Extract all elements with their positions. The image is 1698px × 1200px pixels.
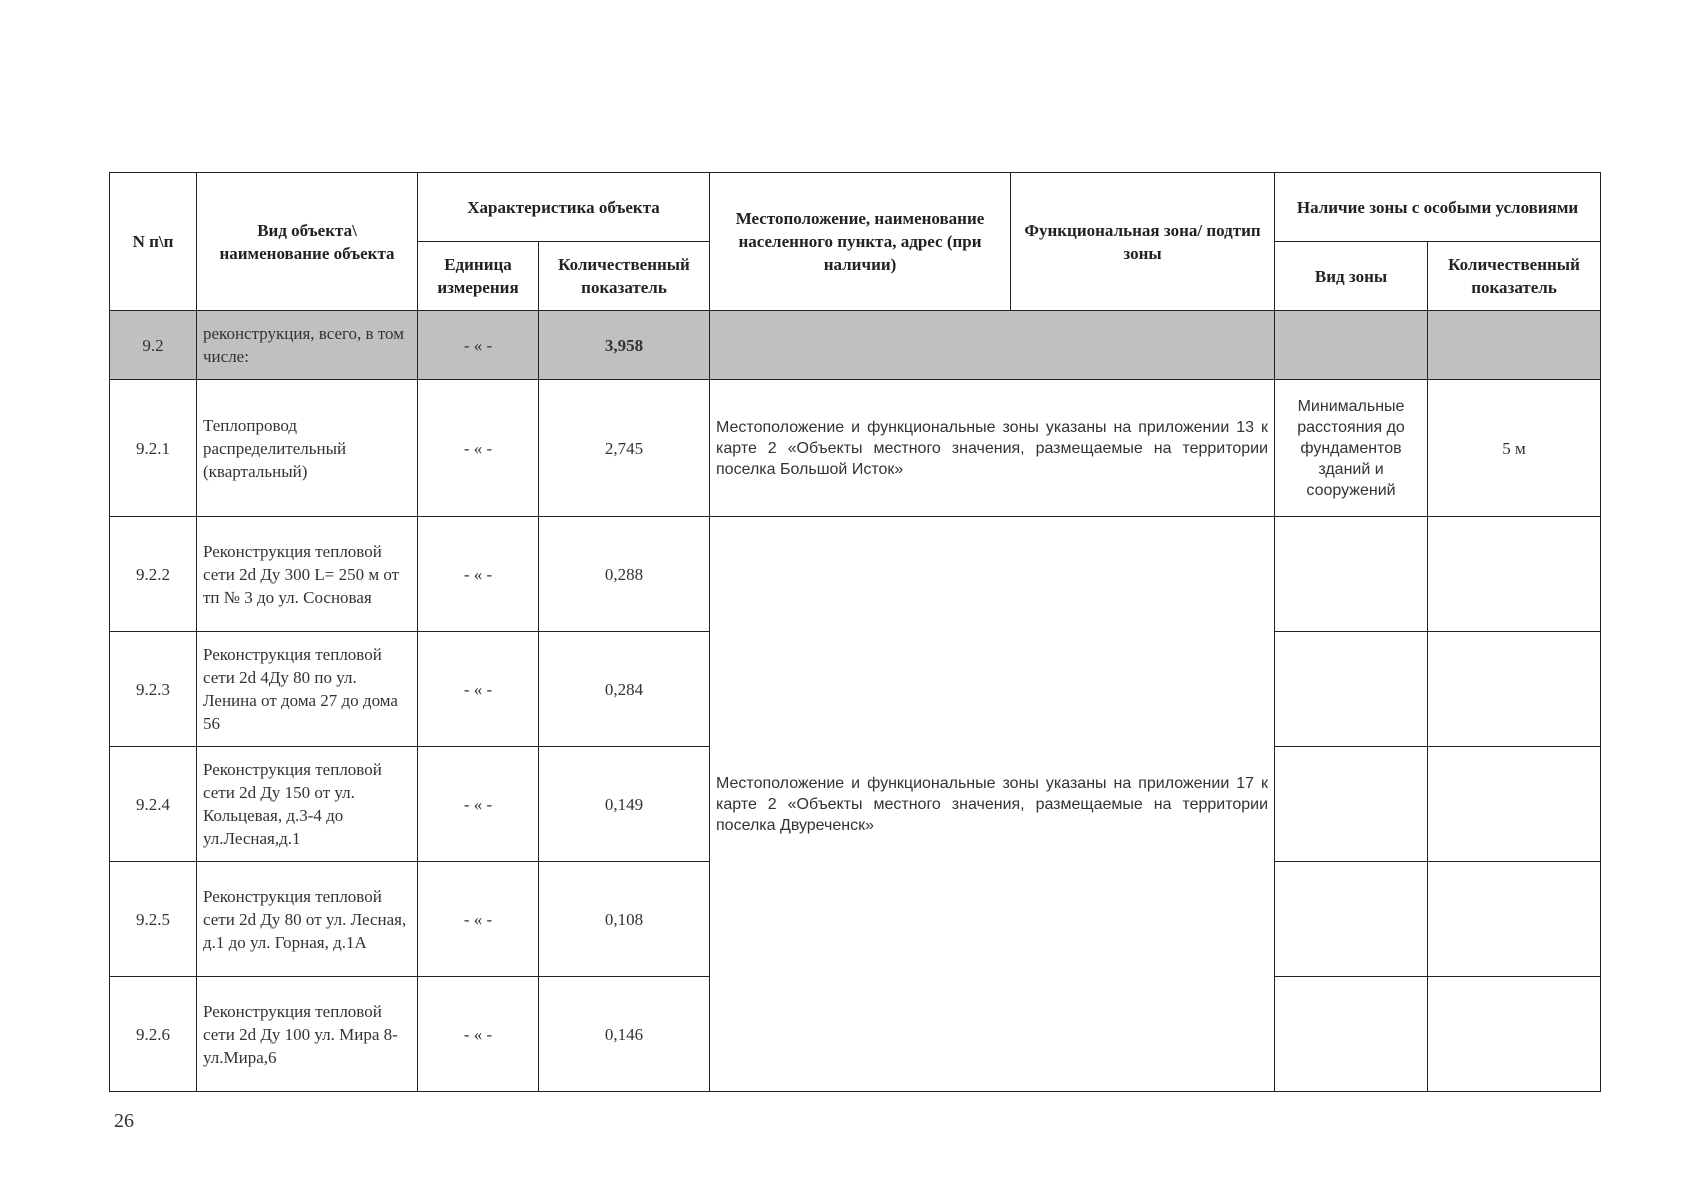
row-name: Реконструкция тепловой сети 2d Ду 150 от ул. Кольцевая, д.3-4 до ул.Лесная,д.1 xyxy=(197,747,418,862)
row-name: Реконструкция тепловой сети 2d Ду 100 ул. Мира 8- ул.Мира,6 xyxy=(197,977,418,1092)
row-num: 9.2.1 xyxy=(110,380,197,517)
header-zone-quantity: Количественный показатель xyxy=(1428,242,1601,311)
page-number: 26 xyxy=(114,1110,134,1132)
summary-quantity: 3,958 xyxy=(539,311,710,380)
summary-name: реконструкция, всего, в том числе: xyxy=(197,311,418,380)
row-num: 9.2.2 xyxy=(110,517,197,632)
table-row xyxy=(110,380,1601,517)
row-num: 9.2.4 xyxy=(110,747,197,862)
row-quantity: 0,108 xyxy=(539,862,710,977)
row-quantity: 0,288 xyxy=(539,517,710,632)
header-zone-type: Вид зоны xyxy=(1275,242,1428,311)
row-zone-quantity xyxy=(1428,517,1601,632)
row-name: Реконструкция тепловой сети 2d Ду 300 L= 250 м от тп № 3 до ул. Сосновая xyxy=(197,517,418,632)
row-unit: - « - xyxy=(418,380,539,517)
header-object: Вид объекта\ наименование объекта xyxy=(197,173,418,311)
row-name: Реконструкция тепловой сети 2d Ду 80 от ул. Лесная, д.1 до ул. Горная, д.1А xyxy=(197,862,418,977)
summary-num: 9.2 xyxy=(110,311,197,380)
row-zone-quantity xyxy=(1428,632,1601,747)
row-quantity: 0,284 xyxy=(539,632,710,747)
row-unit: - « - xyxy=(418,747,539,862)
header-location: Местоположение, наименование населенного пункта, адрес (при наличии) xyxy=(710,173,1011,311)
header-unit: Единица измерения xyxy=(418,242,539,311)
row-zone-quantity: 5 м xyxy=(1428,380,1601,517)
row-zone-quantity xyxy=(1428,977,1601,1092)
row-zone-type xyxy=(1275,862,1428,977)
row-zone-type xyxy=(1275,747,1428,862)
row-quantity: 0,149 xyxy=(539,747,710,862)
row-zone-type: Минимальные расстояния до фундаментов зданий и сооружений xyxy=(1275,380,1428,517)
table-row xyxy=(110,517,1601,632)
row-zone-quantity xyxy=(1428,747,1601,862)
row-zone-type xyxy=(1275,517,1428,632)
summary-unit: - « - xyxy=(418,311,539,380)
row-zone-quantity xyxy=(1428,862,1601,977)
row-unit: - « - xyxy=(418,977,539,1092)
header-func-zone: Функциональная зона/ подтип зоны xyxy=(1011,173,1275,311)
header-special-zone: Наличие зоны с особыми условиями xyxy=(1275,173,1601,242)
row-zone-type xyxy=(1275,977,1428,1092)
row-unit: - « - xyxy=(418,632,539,747)
summary-location xyxy=(710,311,1275,380)
row-num: 9.2.3 xyxy=(110,632,197,747)
row-unit: - « - xyxy=(418,862,539,977)
objects-table xyxy=(109,172,1601,1092)
header-row-1 xyxy=(110,173,1601,242)
header-characteristic: Характеристика объекта xyxy=(418,173,710,242)
summary-row xyxy=(110,311,1601,380)
row-quantity: 2,745 xyxy=(539,380,710,517)
row-location-merged: Местоположение и функциональные зоны указаны на приложении 17 к карте 2 «Объекты местного значения, размещаемые на территории поселка Двуреченск» xyxy=(710,517,1275,1092)
summary-zone-type xyxy=(1275,311,1428,380)
header-quantity: Количественный показатель xyxy=(539,242,710,311)
header-num: N п\п xyxy=(110,173,197,311)
row-num: 9.2.5 xyxy=(110,862,197,977)
row-name: Реконструкция тепловой сети 2d 4Ду 80 по ул. Ленина от дома 27 до дома 56 xyxy=(197,632,418,747)
row-num: 9.2.6 xyxy=(110,977,197,1092)
row-zone-type xyxy=(1275,632,1428,747)
row-location: Местоположение и функциональные зоны указаны на приложении 13 к карте 2 «Объекты местного значения, размещаемые на территории поселка Большой Исток» xyxy=(710,380,1275,517)
row-name: Теплопровод распределительный (квартальный) xyxy=(197,380,418,517)
row-quantity: 0,146 xyxy=(539,977,710,1092)
summary-zone-quantity xyxy=(1428,311,1601,380)
row-unit: - « - xyxy=(418,517,539,632)
